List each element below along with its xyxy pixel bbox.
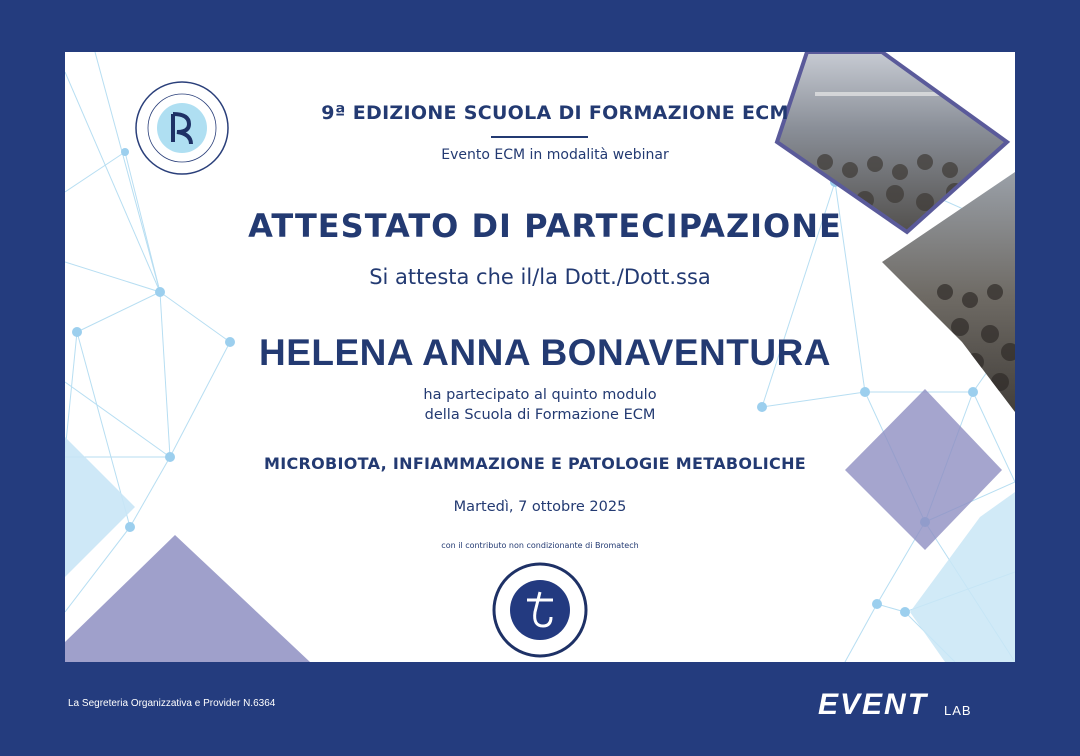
attestation-text: Si attesta che il/la Dott./Dott.ssa: [369, 265, 711, 289]
eventlab-logo-sub: LAB: [944, 703, 972, 718]
light-diamond-left: [65, 437, 135, 577]
sponsor-note: con il contributo non condizionante di Bromatech: [441, 541, 639, 550]
participation-line-2: della Scuola di Formazione ECM: [424, 407, 656, 423]
participant-name: HELENA ANNA BONAVENTURA: [259, 332, 831, 373]
bromatech-logo: [494, 564, 586, 656]
eventlab-logo: EVENT: [818, 688, 929, 721]
research-group-logo: [136, 82, 228, 174]
modality-text: Evento ECM in modalità webinar: [441, 147, 669, 163]
participation-line-1: ha partecipato al quinto modulo: [423, 387, 657, 403]
certificate-title: ATTESTATO DI PARTECIPAZIONE: [248, 207, 842, 245]
edition-heading: 9ª EDIZIONE SCUOLA DI FORMAZIONE ECM: [321, 102, 789, 124]
heading-divider: [491, 136, 588, 138]
certificate-card: [65, 52, 1015, 662]
purple-diamond-bottom-left: [65, 535, 310, 662]
course-title: MICROBIOTA, INFIAMMAZIONE E PATOLOGIE METABOLICHE: [263, 454, 806, 473]
event-date: Martedì, 7 ottobre 2025: [453, 499, 627, 515]
provider-text: La Segreteria Organizzativa e Provider N.6364: [68, 698, 276, 709]
